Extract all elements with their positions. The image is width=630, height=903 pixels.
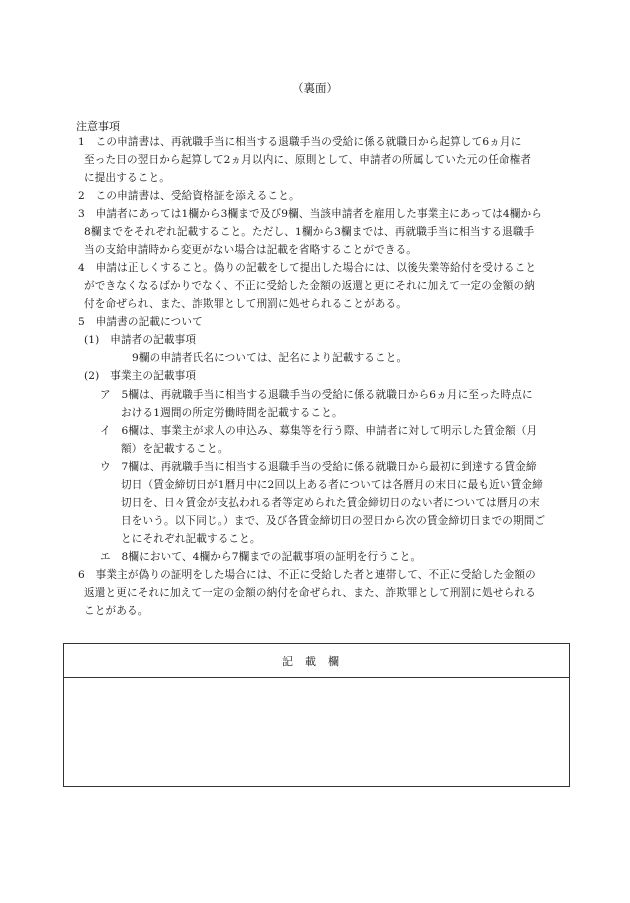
note-5-2-i-line-1: イ 6欄は、事業主が求人の申込み、募集等を行う際、申請者に対して明示した賃金額（月: [100, 425, 538, 437]
note-5-2-i-line-2: 額）を記載すること。: [121, 443, 229, 455]
note-1-line-1: 1 この申請書は、再就職手当に相当する退職手当の受給に係る就職日から起算して6ヵ月に: [78, 136, 522, 148]
note-5-2-a-line-1: ア 5欄は、再就職手当に相当する退職手当の受給に係る就職日から6ヵ月に至った時点に: [100, 389, 533, 401]
note-5-2-u-line-1: ウ 7欄は、再就職手当に相当する退職手当の受給に係る就職日から最初に到達する賃金締: [100, 461, 537, 473]
note-5-2-u-line-3: 切日を、日々賃金が支払われる者等定められた賃金締切日のない者については暦月の末: [121, 497, 540, 509]
note-5-2-u-line-2: 切日（賃金締切日が1暦月中に2回以上ある者については各暦月の末日に最も近い賃金締: [121, 479, 543, 491]
note-6-line-1: 6 事業主が偽りの証明をした場合には、不正に受給した者と連帯して、不正に受給した金額の: [78, 569, 536, 581]
note-5-1-heading: (1) 申請者の記載事項: [84, 334, 197, 346]
note-5-1-text: 9欄の申請者氏名については、記名により記載すること。: [132, 352, 408, 364]
remarks-box: [63, 643, 570, 787]
note-5-2-a-line-2: おける1週間の所定労働時間を記載すること。: [121, 407, 343, 419]
note-1-line-2: 至った日の翌日から起算して2ヵ月以内に、原則として、申請者の所属していた元の任命権者: [84, 154, 532, 166]
note-3-line-2: 8欄までをそれぞれ記載すること。ただし、1欄から3欄までは、再就職手当に相当する退職手: [84, 226, 535, 238]
note-5-2-u-line-5: とにそれぞれ記載すること。: [121, 533, 261, 545]
note-6-line-3: ことがある。: [84, 605, 149, 617]
note-1-line-3: に提出すること。: [84, 172, 170, 184]
note-5-2-heading: (2) 事業主の記載事項: [84, 370, 197, 382]
note-3-line-3: 当の支給申請時から変更がない場合は記載を省略することができる。: [84, 244, 418, 256]
page-title: （裏面）: [292, 81, 338, 95]
note-6-line-2: 返還と更にそれに加えて一定の金額の納付を命ぜられ、また、詐欺罪として刑罰に処せられる: [84, 587, 536, 599]
note-3-line-1: 3 申請者にあっては1欄から3欄まで及び9欄、当該申請者を雇用した事業主にあっては4欄から: [78, 208, 542, 220]
note-5-2-u-line-4: 日をいう。以下同じ。）まで、及び各賃金締切日の翌日から次の賃金締切日までの期間ご: [121, 515, 546, 527]
note-4-line-3: 付を命ぜられ、また、詐欺罪として刑罰に処せられることがある。: [84, 298, 407, 310]
notes-heading: 注意事項: [76, 120, 120, 133]
note-5-2-e-line-1: エ 8欄において、4欄から7欄までの記載事項の証明を行うこと。: [100, 551, 422, 563]
note-2-line-1: 2 この申請書は、受給資格証を添えること。: [78, 190, 300, 202]
note-5-heading: 5 申請書の記載について: [78, 316, 203, 328]
remarks-box-body: [64, 678, 569, 786]
note-4-line-1: 4 申請は正しくすること。偽りの記載をして提出した場合には、以後失業等給付を受けること: [78, 262, 537, 274]
remarks-box-title: 記載欄: [64, 644, 569, 678]
note-4-line-2: ができなくなるばかりでなく、不正に受給した金額の返還と更にそれに加えて一定の金額の納: [84, 280, 536, 292]
